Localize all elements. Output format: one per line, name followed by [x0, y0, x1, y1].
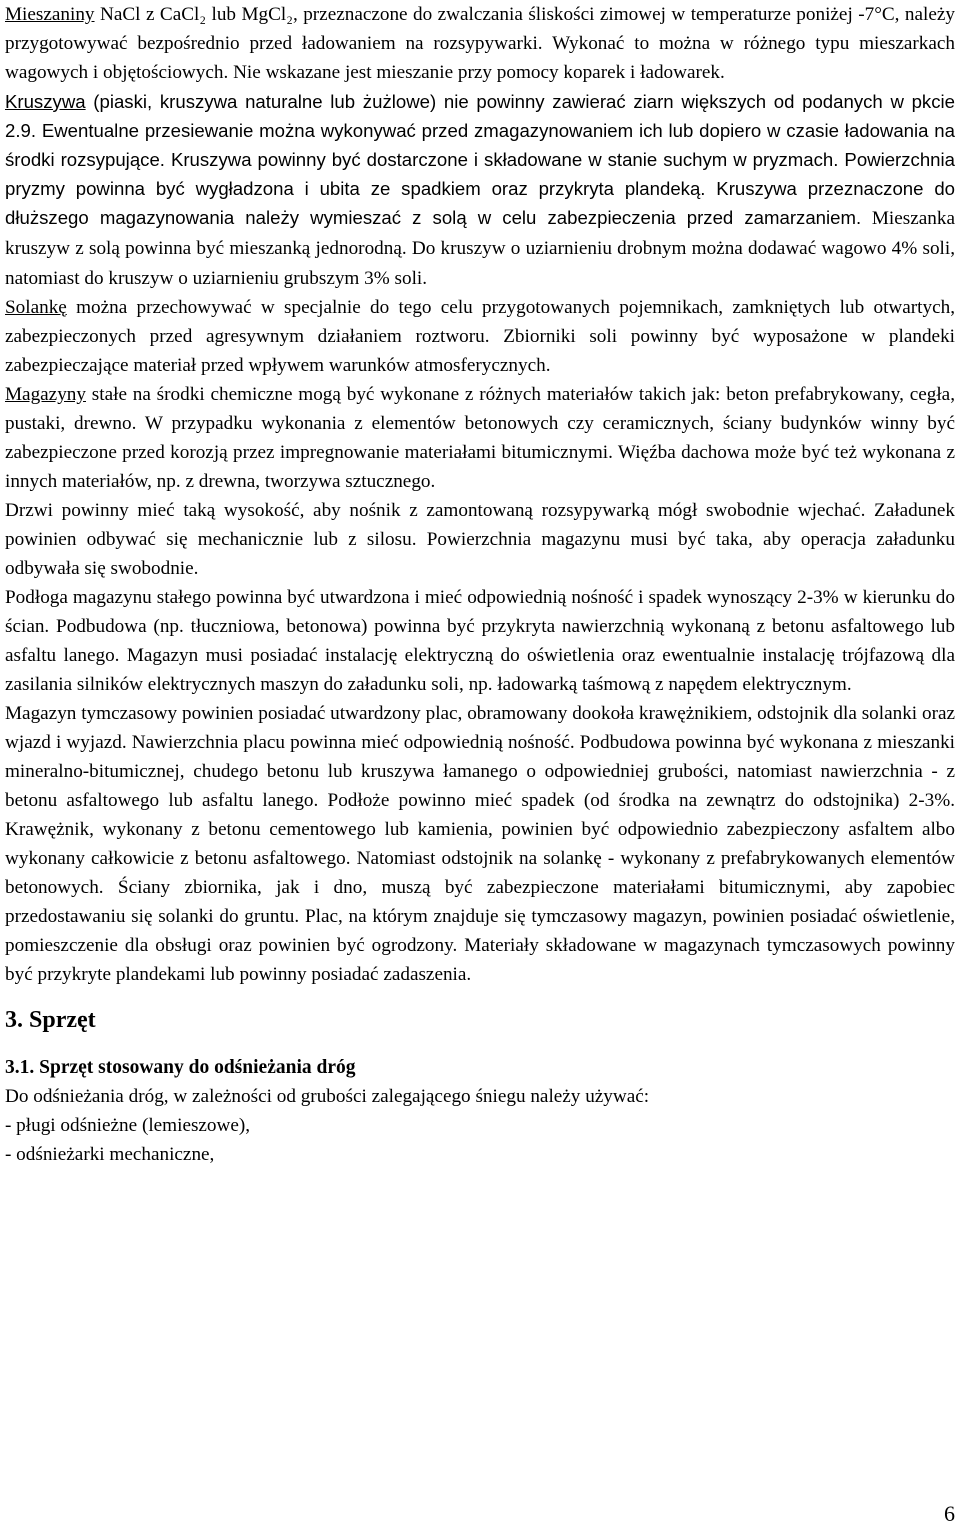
page-number: 6 [944, 1501, 955, 1526]
paragraph-lead: Mieszaniny [5, 4, 95, 25]
paragraph-lead: Kruszywa [5, 91, 86, 112]
paragraph-text: Magazyn tymczasowy powinien posiadać utwardzony plac, obramowany dookoła krawężnikiem, odstojnik dla solanki oraz wjazd i wyjazd. Nawierzchnia placu powinna mieć odpowiednią nośność. Podbudowa powinna być wykonana z mieszanki mineralno-bitumicznej, chudego betonu lub kruszywa łamanego o odpowiedniej grubości, natomiast nawierzchnia - z betonu asfaltowego lub asfaltu lanego. Podłoże powinno mieć spadek (od środka na zewnątrz do odstojnika) 2-3%. Krawężnik, wykonany z betonu cementowego lub kamienia, powinien być odpowiednio zabezpieczony asfaltem albo wykonany całkowicie z betonu asfaltowego. Natomiast odstojnik na solankę - wykonany z prefabrykowanych elementów betonowych. Ściany zbiornika, jak i dno, muszą być zabezpieczone materiałami bitumicznymi, aby zapobiec przedostawaniu się solanki do gruntu. Plac, na którym znajduje się tymczasowy magazyn, powinien posiadać oświetlenie, pomieszczenie dla obsługi oraz powinien być ogrodzony. Materiały składowane w magazynach tymczasowych powinny być przykryte plandekami lub powinny posiadać zadaszenia. [5, 703, 955, 985]
paragraph-aggregates [5, 87, 955, 293]
section-heading: 3. Sprzęt [5, 1007, 96, 1033]
paragraph-text: (piaski, kruszywa naturalne lub żużlowe) nie powinny zawierać ziarn większych od podanych w pkcie 2.9. Ewentualne przesiewanie można wykonywać przed zmagazynowaniem ich lub dopiero w czasie ładowania na środki rozsypujące. Kruszywa powinny być dostarczone i składowane w stanie suchym w pryzmach. Powierzchnia pryzmy powinna być wygładzona i ubita ze spadkiem oraz przykryta plandeką. Kruszywa przeznaczone do dłuższego magazynowania należy wymieszać z solą w celu zabezpieczenia przed zamarzaniem. [5, 91, 955, 228]
paragraph-brine [5, 293, 955, 380]
paragraph-lead: Solankę [5, 297, 67, 318]
paragraph-floor [5, 583, 955, 699]
paragraph-doors [5, 496, 955, 583]
paragraph-text-continued: Mieszanka kruszyw z solą powinna być mieszanką jednorodną. Do kruszyw o uziarnieniu drobnym można dodawać wagowo 4% soli, natomiast do kruszyw o uziarnieniu grubszym 3% soli. [5, 208, 955, 289]
list-item: - odśnieżarki mechaniczne, [5, 1144, 215, 1165]
paragraph-temporary-warehouse [5, 699, 955, 989]
paragraph-text: można przechowywać w specjalnie do tego celu przygotowanych pojemnikach, zamkniętych lub otwartych, zabezpieczonych przed agresywnym działaniem roztworu. Zbiorniki soli powinny być wyposażone w plandeki zabezpieczające materiał przed wpływem warunków atmosferycznych. [5, 297, 955, 376]
paragraph-lead: Magazyny [5, 384, 86, 405]
subsection-heading: 3.1. Sprzęt stosowany do odśnieżania dróg [5, 1057, 356, 1078]
paragraph-warehouses [5, 380, 955, 496]
paragraph-text: stałe na środki chemiczne mogą być wykonane z różnych materiałów takich jak: beton prefabrykowany, cegła, pustaki, drewno. W przypadku wykonania z elementów betonowych czy ceramicznych, ściany budynków winny być zabezpieczone przed korozją przez impregnowanie materiałami bitumicznymi. Więźba dachowa może być też wykonana z innych materiałów, np. z drewna, tworzywa sztucznego. [5, 384, 955, 492]
list-intro: Do odśnieżania dróg, w zależności od grubości zalegającego śniegu należy używać: [5, 1086, 650, 1107]
paragraph-mixtures [5, 0, 955, 87]
paragraph-text: Drzwi powinny mieć taką wysokość, aby nośnik z zamontowaną rozsypywarką mógł swobodnie wjechać. Załadunek powinien odbywać się mechanicznie lub z silosu. Powierzchnia magazynu musi być taka, aby operacja załadunku odbywała się swobodnie. [5, 500, 955, 579]
document-page [5, 0, 955, 1169]
paragraph-text: Podłoga magazynu stałego powinna być utwardzona i mieć odpowiednią nośność i spadek wynoszący 2-3% w kierunku do ścian. Podbudowa (np. tłuczniowa, betonowa) powinna być przykryta nawierzchnią wykonaną z betonu asfaltowego lub asfaltu lanego. Magazyn musi posiadać instalację elektryczną do oświetlenia oraz ewentualnie instalację trójfazową dla zasilania silników elektrycznych maszyn do załadunku soli, np. ładowarką taśmową z napędem elektrycznym. [5, 587, 955, 695]
paragraph-text: NaCl z CaCl₂ lub MgCl₂, przeznaczone do zwalczania śliskości zimowej w temperaturze poniżej -7°C, należy przygotowywać bezpośrednio przed ładowaniem na rozsypywarki. Wykonać to można w różnego typu mieszarkach wagowych i objętościowych. Nie wskazane jest mieszanie przy pomocy koparek i ładowarek. [5, 4, 955, 83]
list-item: - pługi odśnieżne (lemieszowe), [5, 1115, 251, 1136]
